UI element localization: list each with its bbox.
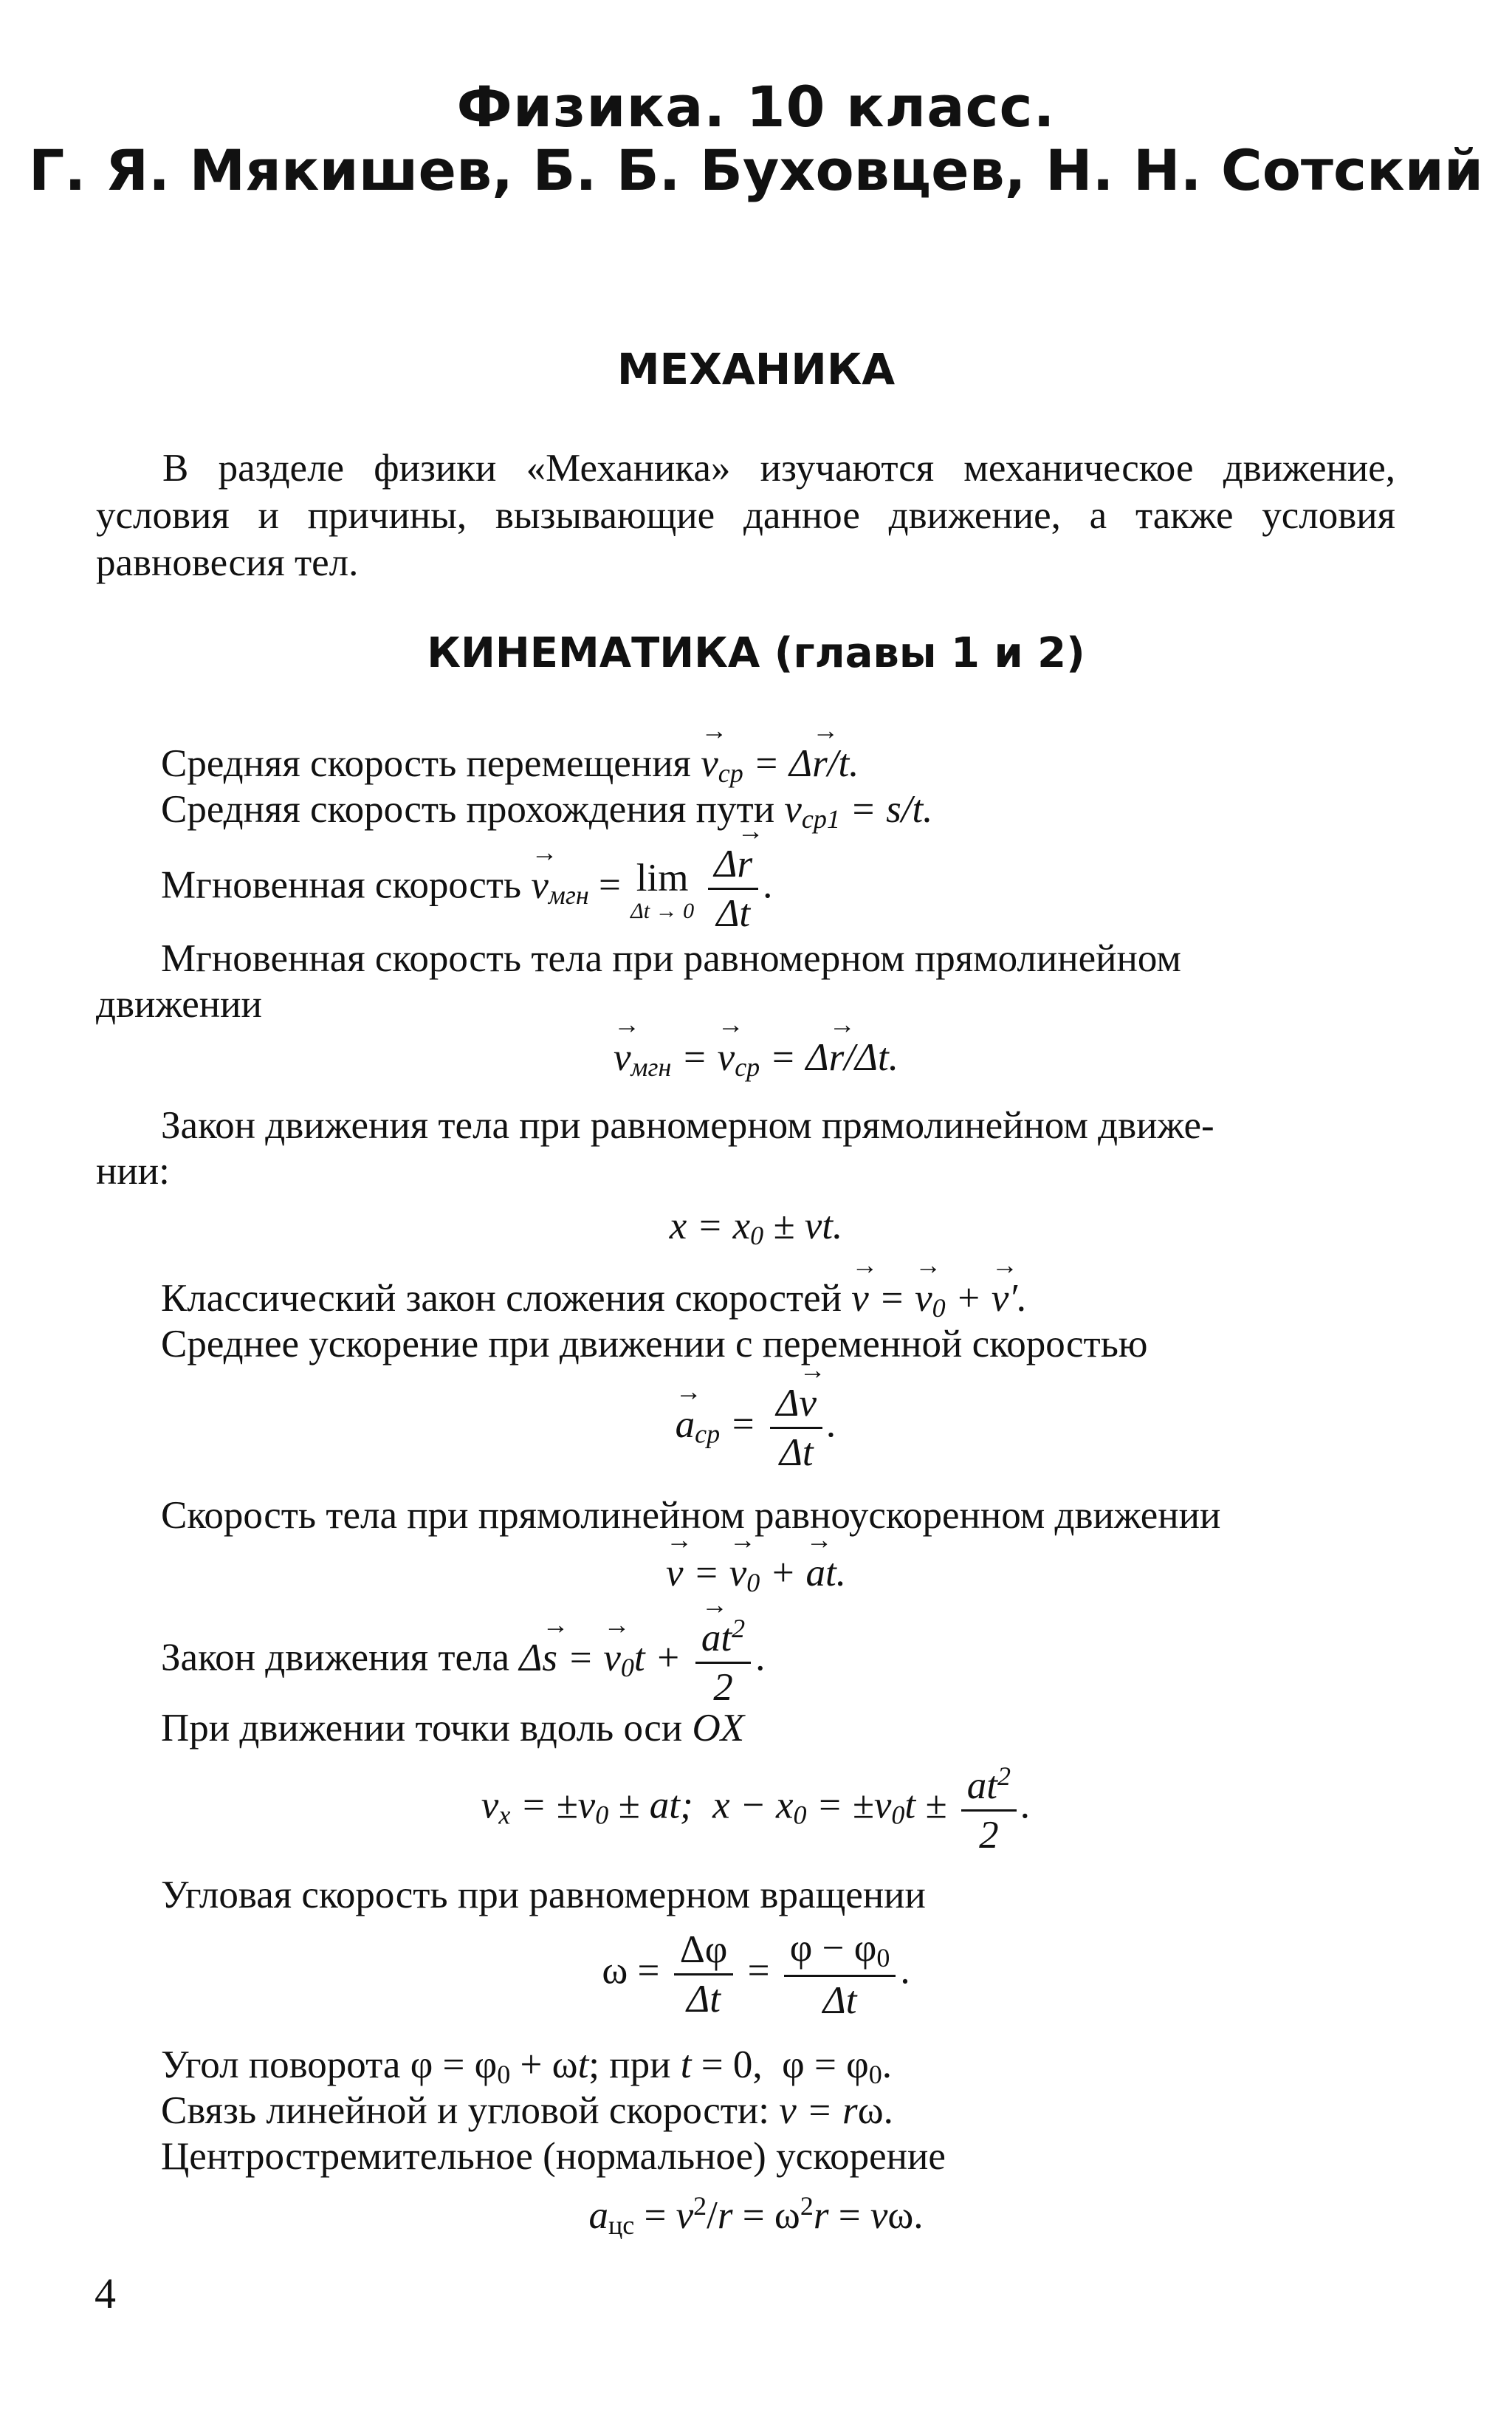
formula-motion-law: Закон движения тела Δ→ s = → $v_0t$ + → $\frac{at^2}{2}$ . (161, 1613, 765, 1710)
axis-name: OX (692, 1707, 745, 1750)
text-law-uniform-line1: Закон движения тела при равномерном прямолинейном движе- (161, 1104, 1214, 1147)
mechanics-intro-paragraph (96, 445, 1395, 586)
book-authors: Г. Я. Мякишев, Б. Б. Буховцев, Н. Н. Сотский (28, 137, 1484, 203)
page-number: 4 (94, 2269, 116, 2317)
formula-instant-velocity: Мгновенная скорость → $v_{мгн} = \lim$ Δt → 0 $\frac{\Delta\to r}{\Delta t}$ . (161, 842, 772, 936)
text-law-uniform-line2: нии: (96, 1150, 170, 1193)
text-angular-velocity: Угловая скорость при равномерном вращении (161, 1874, 926, 1916)
text-axis-motion: При движении точки вдоль оси OX (161, 1707, 745, 1750)
formula-linear-angular: Связь линейной и угловой скорости: v = rω. (161, 2089, 893, 2132)
text-uniform-instant-line1: Мгновенная скорость тела при равномерном прямолинейном (161, 937, 1181, 980)
text-centripetal: Центростремительное (нормальное) ускорение (161, 2135, 946, 2178)
formula-velocity-uniform-accel: → v = → $v_0$ + → at. (0, 1551, 1512, 1598)
formula-axis-motion: $v_x = \pm v_0$ ± at; $x - x_0 = \pm v_0t$ ± $\frac{at^2}{2}$ . (481, 1761, 1031, 1857)
formula-rotation-angle: Угол поворота $\varphi = \varphi_0 + \omega t$; при t = 0, $\varphi = \varphi_0$. (161, 2043, 892, 2089)
formula-centripetal: $a_{цс} = v^2/r = \omega^2r = v\omega$. (588, 2191, 924, 2240)
formula-law-uniform: $x = x_0$ ± vt. (669, 1204, 843, 1250)
formula-velocity-addition: Классический закон сложения скоростей → v = → $v_0$ + → v′. (161, 1276, 1027, 1323)
formula-uniform-instant: → $v_{мгн}$ = → $v_{ср} = \Delta\to r/\Delta t$. (0, 1035, 1512, 1083)
formula-average-acceleration: → $a_{ср}$ = $\frac{\Delta\to v}{\Delta t}$ . (0, 1381, 1512, 1475)
section-heading-mechanics: МЕХАНИКА (616, 344, 896, 394)
text-average-acceleration: Среднее ускорение при движении с переменной скоростью (161, 1323, 1148, 1365)
formula-angular-velocity: ω = $\frac{\Delta\varphi}{\Delta t}$ = $\frac{\varphi - \varphi_0}{\Delta t}$ . (602, 1927, 910, 2022)
text-uniform-instant-line2: движении (96, 983, 262, 1026)
formula-average-velocity: Средняя скорость перемещения → $v_{ср} = \Delta\to r/t$. (161, 741, 859, 789)
text-velocity-uniform-accel: Скорость тела при прямолинейном равноускоренном движении (161, 1494, 1221, 1537)
book-title: Физика. 10 класс. (456, 74, 1056, 140)
mechanics-intro-text: В разделе физики «Механика» изучаются механическое движение, условия и причины, вызывающие данное движение, а также условия равновесия тел. (96, 447, 1395, 584)
section-heading-kinematics: КИНЕМАТИКА (главы 1 и 2) (427, 629, 1085, 677)
formula-average-path-speed: Средняя скорость прохождения пути $v_{ср1} = s/t$. (161, 788, 933, 834)
